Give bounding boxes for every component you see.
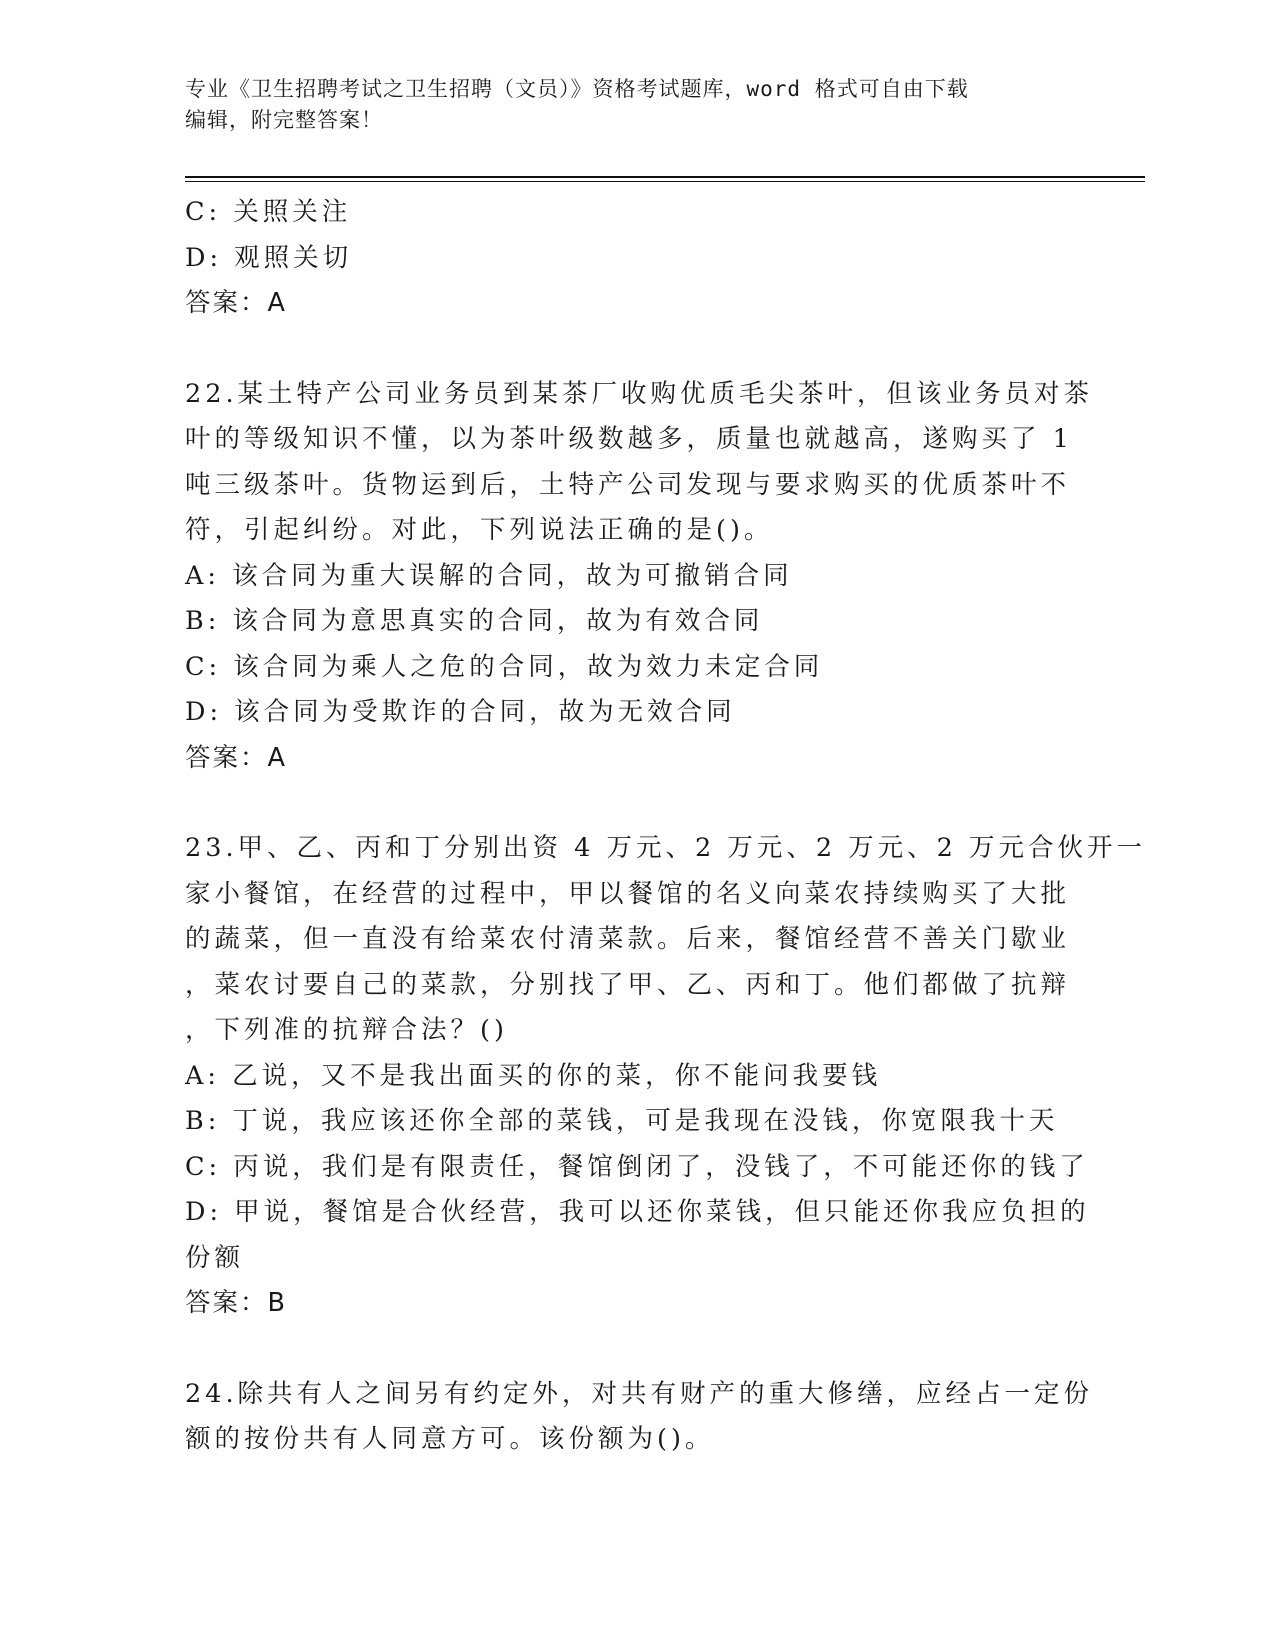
answer: 答案：B bbox=[185, 1288, 287, 1318]
question-text-line: 家小餐馆，在经营的过程中，甲以餐馆的名义向菜农持续购买了大批 bbox=[185, 878, 1071, 909]
question-text-line: ，下列准的抗辩合法？() bbox=[185, 1015, 508, 1045]
header-divider-thick bbox=[185, 176, 1145, 178]
option-b: B: 该合同为意思真实的合同，故为有效合同 bbox=[185, 606, 764, 636]
question-text-line: 符，引起纠纷。对此，下列说法正确的是()。 bbox=[185, 515, 774, 545]
question-text-line: 23.甲、乙、丙和丁分别出资 4 万元、2 万元、2 万元、2 万元合伙开一 bbox=[185, 833, 1146, 863]
question-24 bbox=[185, 1372, 1094, 1463]
option-b: B: 丁说，我应该还你全部的菜钱，可是我现在没钱，你宽限我十天 bbox=[185, 1106, 1059, 1136]
option-d: D: 观照关切 bbox=[185, 242, 353, 273]
option-d-continued: 份额 bbox=[185, 1242, 245, 1273]
question-text-line: 吨三级茶叶。货物运到后，土特产公司发现与要求购买的优质茶叶不 bbox=[185, 469, 1071, 500]
option-c: C: 丙说，我们是有限责任，餐馆倒闭了，没钱了，不可能还你的钱了 bbox=[185, 1151, 1089, 1182]
option-c: C: 关照关注 bbox=[185, 197, 352, 227]
question-text-line: ，菜农讨要自己的菜款，分别找了甲、乙、丙和丁。他们都做了抗辩 bbox=[185, 969, 1071, 1000]
question-text-line: 额的按份共有人同意方可。该份额为()。 bbox=[185, 1424, 715, 1454]
question-text-line: 叶的等级知识不懂，以为茶叶级数越多，质量也就越高，遂购买了 1 bbox=[185, 424, 1073, 454]
answer: 答案：A bbox=[185, 742, 287, 773]
header-line-1: 专业《卫生招聘考试之卫生招聘（文员）》资格考试题库，word 格式可自由下载 bbox=[185, 77, 969, 101]
option-a: A: 乙说，又不是我出面买的你的菜，你不能问我要钱 bbox=[185, 1060, 882, 1091]
answer: 答案：A bbox=[185, 288, 287, 318]
question-22 bbox=[185, 372, 1094, 782]
document-header bbox=[185, 74, 1085, 136]
option-a: A: 该合同为重大误解的合同，故为可撤销合同 bbox=[185, 560, 793, 591]
option-d: D: 甲说，餐馆是合伙经营，我可以还你菜钱，但只能还你我应负担的 bbox=[185, 1197, 1090, 1227]
document-body bbox=[185, 190, 1146, 1463]
question-text-line: 的蔬菜，但一直没有给菜农付清菜款。后来，餐馆经营不善关门歇业 bbox=[185, 924, 1071, 954]
question-text-line: 24.除共有人之间另有约定外，对共有财产的重大修缮，应经占一定份 bbox=[185, 1378, 1094, 1409]
header-divider-thin bbox=[185, 181, 1145, 182]
question-23 bbox=[185, 826, 1146, 1327]
header-line-2: 编辑，附完整答案！ bbox=[185, 108, 383, 132]
option-c: C: 该合同为乘人之危的合同，故为效力未定合同 bbox=[185, 651, 824, 682]
option-d: D: 该合同为受欺诈的合同，故为无效合同 bbox=[185, 697, 736, 727]
question-21-tail bbox=[185, 190, 1085, 327]
question-text-line: 22.某土特产公司业务员到某茶厂收购优质毛尖茶叶，但该业务员对茶 bbox=[185, 378, 1094, 409]
